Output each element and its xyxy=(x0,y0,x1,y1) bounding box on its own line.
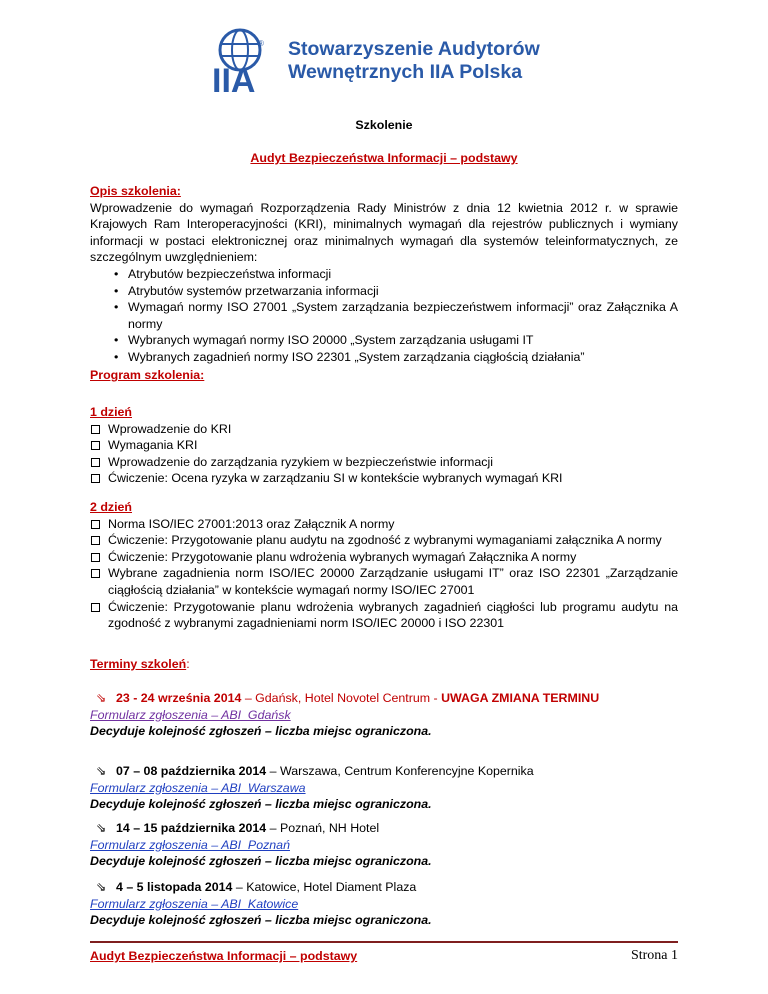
session-line xyxy=(90,820,678,837)
day2-section xyxy=(90,499,678,632)
item-text: Wymagania KRI xyxy=(108,438,198,453)
item-text: Ćwiczenie: Przygotowanie planu audytu na zgodność z wybranymi wymaganiami załącznika A normy xyxy=(108,533,662,548)
session-date: 07 – 08 października 2014 xyxy=(116,764,267,778)
org-logo xyxy=(210,28,570,98)
session-poznan xyxy=(90,820,678,870)
day2-label: 2 dzień xyxy=(90,500,132,514)
session-date: 23 - 24 września 2014 xyxy=(116,691,242,705)
registration-form-link-poznan[interactable]: Formularz zgłoszenia – ABI_Poznań xyxy=(90,837,290,852)
page-number: Strona 1 xyxy=(630,948,678,963)
checkbox-square-icon xyxy=(91,458,100,467)
session-date: 4 – 5 listopada 2014 xyxy=(116,880,233,894)
program-heading: Program szkolenia: xyxy=(90,368,205,382)
terminy-colon: : xyxy=(186,657,190,671)
session-sep: – xyxy=(232,880,247,894)
list-item: • Atrybutów bezpieczeństwa informacji xyxy=(90,266,678,283)
session-note: Decyduje kolejność zgłoszeń – liczba miejsc ograniczona. xyxy=(90,913,432,928)
day2-list xyxy=(90,516,678,632)
list-item xyxy=(90,565,678,598)
session-warszawa xyxy=(90,763,678,813)
footer-divider xyxy=(90,941,678,943)
list-item: • Wybranych zagadnień normy ISO 22301 „System zarządzania ciągłością działania” xyxy=(90,349,678,366)
session-note: Decyduje kolejność zgłoszeń – liczba miejsc ograniczona. xyxy=(90,854,432,869)
session-place: Poznań, NH Hotel xyxy=(279,821,380,835)
item-text: Wprowadzenie do KRI xyxy=(108,421,232,436)
item-text: Wprowadzenie do zarządzania ryzykiem w bezpieczeństwie informacji xyxy=(108,454,493,469)
org-name-line2: Wewnętrznych IIA Polska xyxy=(288,61,523,83)
session-gdansk xyxy=(90,690,678,740)
opis-intro: Wprowadzenie do wymagań Rozporządzenia Rady Ministrów z dnia 12 kwietnia 2012 r. w sprawie Krajowych Ram Interoperacyjności (KRI), minimalnych wymagań dla rejestrów publicznych i wymiany informacji w postaci elektronicznej oraz minimalnych wymagań dla systemów teleinformatycznych, ze szczególnym uwzględnieniem: xyxy=(90,200,678,265)
terminy-heading: Terminy szkoleń xyxy=(90,657,187,671)
list-item xyxy=(90,437,678,454)
item-text: Ćwiczenie: Przygotowanie planu wdrożenia wybranych zagadnień ciągłości lub programu audytu na zgodność z wybranymi zagadnieniami norm ISO/IEC 20000 i ISO 22301 xyxy=(108,599,678,631)
checkbox-square-icon xyxy=(91,536,100,545)
list-item: • Wybranych wymagań normy ISO 20000 „System zarządzania usługami IT xyxy=(90,332,678,349)
checkbox-square-icon xyxy=(91,520,100,529)
list-item: • Wymagań normy ISO 27001 „System zarządzania bezpieczeństwem informacji” oraz Załącznika A normy xyxy=(90,299,678,332)
checkbox-square-icon xyxy=(91,569,100,578)
arrow-icon: ⇘ xyxy=(96,691,107,705)
session-line xyxy=(90,879,678,896)
arrow-icon: ⇘ xyxy=(96,880,107,894)
opis-section xyxy=(90,183,678,366)
org-name xyxy=(288,38,540,84)
session-place: Gdańsk, Hotel Novotel Centrum - xyxy=(255,691,442,705)
session-katowice xyxy=(90,879,678,929)
list-item xyxy=(90,516,678,533)
iia-logo-icon xyxy=(210,28,280,94)
program-section xyxy=(90,367,678,384)
session-date: 14 – 15 października 2014 xyxy=(116,821,267,835)
checkbox-square-icon xyxy=(91,425,100,434)
session-place: Warszawa, Centrum Konferencyjne Kopernika xyxy=(279,764,534,778)
list-item xyxy=(90,532,678,549)
session-sep: – xyxy=(266,764,280,778)
session-sep: – xyxy=(241,691,256,705)
session-note: Decyduje kolejność zgłoszeń – liczba miejsc ograniczona. xyxy=(90,724,432,739)
list-item xyxy=(90,599,678,632)
list-item xyxy=(90,454,678,471)
arrow-icon: ⇘ xyxy=(96,764,107,778)
registered-mark: ® xyxy=(258,39,264,48)
opis-heading: Opis szkolenia: xyxy=(90,184,181,198)
checkbox-square-icon xyxy=(91,603,100,612)
item-text: Wybrane zagadnienia norm ISO/IEC 20000 Zarządzanie usługami IT” oraz ISO 22301 „Zarządzanie ciągłością działania” w kontekście wymagań normy ISO/IEC 27001 xyxy=(108,566,678,597)
session-line xyxy=(90,690,678,707)
session-note: Decyduje kolejność zgłoszeń – liczba miejsc ograniczona. xyxy=(90,797,432,812)
session-place: Katowice, Hotel Diament Plaza xyxy=(246,880,417,894)
opis-bullets xyxy=(90,266,678,366)
course-title: Audyt Bezpieczeństwa Informacji – podstawy xyxy=(250,151,518,165)
list-item xyxy=(90,421,678,438)
session-sep: – xyxy=(266,821,280,835)
checkbox-square-icon xyxy=(91,553,100,562)
org-name-line1: Stowarzyszenie Audytorów xyxy=(288,38,540,60)
svg-text:IIA: IIA xyxy=(212,62,256,94)
checkbox-square-icon xyxy=(91,441,100,450)
day1-section xyxy=(90,404,678,487)
item-text: Ćwiczenie: Przygotowanie planu wdrożenia wybranych wymagań Załącznika A normy xyxy=(108,549,577,564)
day1-label: 1 dzień xyxy=(90,405,132,419)
session-line xyxy=(90,763,678,780)
registration-form-link-gdansk[interactable]: Formularz zgłoszenia – ABI_Gdańsk xyxy=(90,707,291,722)
list-item xyxy=(90,549,678,566)
registration-form-link-katowice[interactable]: Formularz zgłoszenia – ABI_Katowice xyxy=(90,896,299,911)
registration-form-link-warszawa[interactable]: Formularz zgłoszenia – ABI_Warszawa xyxy=(90,780,306,795)
course-title-wrap xyxy=(90,150,678,167)
session-warning: UWAGA ZMIANA TERMINU xyxy=(441,691,600,705)
list-item: • Atrybutów systemów przetwarzania informacji xyxy=(90,283,678,300)
item-text: Norma ISO/IEC 27001:2013 oraz Załącznik A normy xyxy=(108,516,395,531)
list-item xyxy=(90,470,678,487)
footer-title: Audyt Bezpieczeństwa Informacji – podstawy xyxy=(90,949,358,963)
item-text: Ćwiczenie: Ocena ryzyka w zarządzaniu SI w kontekście wybranych wymagań KRI xyxy=(108,471,563,486)
terminy-section xyxy=(90,656,678,673)
checkbox-square-icon xyxy=(91,474,100,483)
doc-label: Szkolenie xyxy=(355,118,413,132)
day1-list xyxy=(90,421,678,487)
arrow-icon: ⇘ xyxy=(96,821,107,835)
